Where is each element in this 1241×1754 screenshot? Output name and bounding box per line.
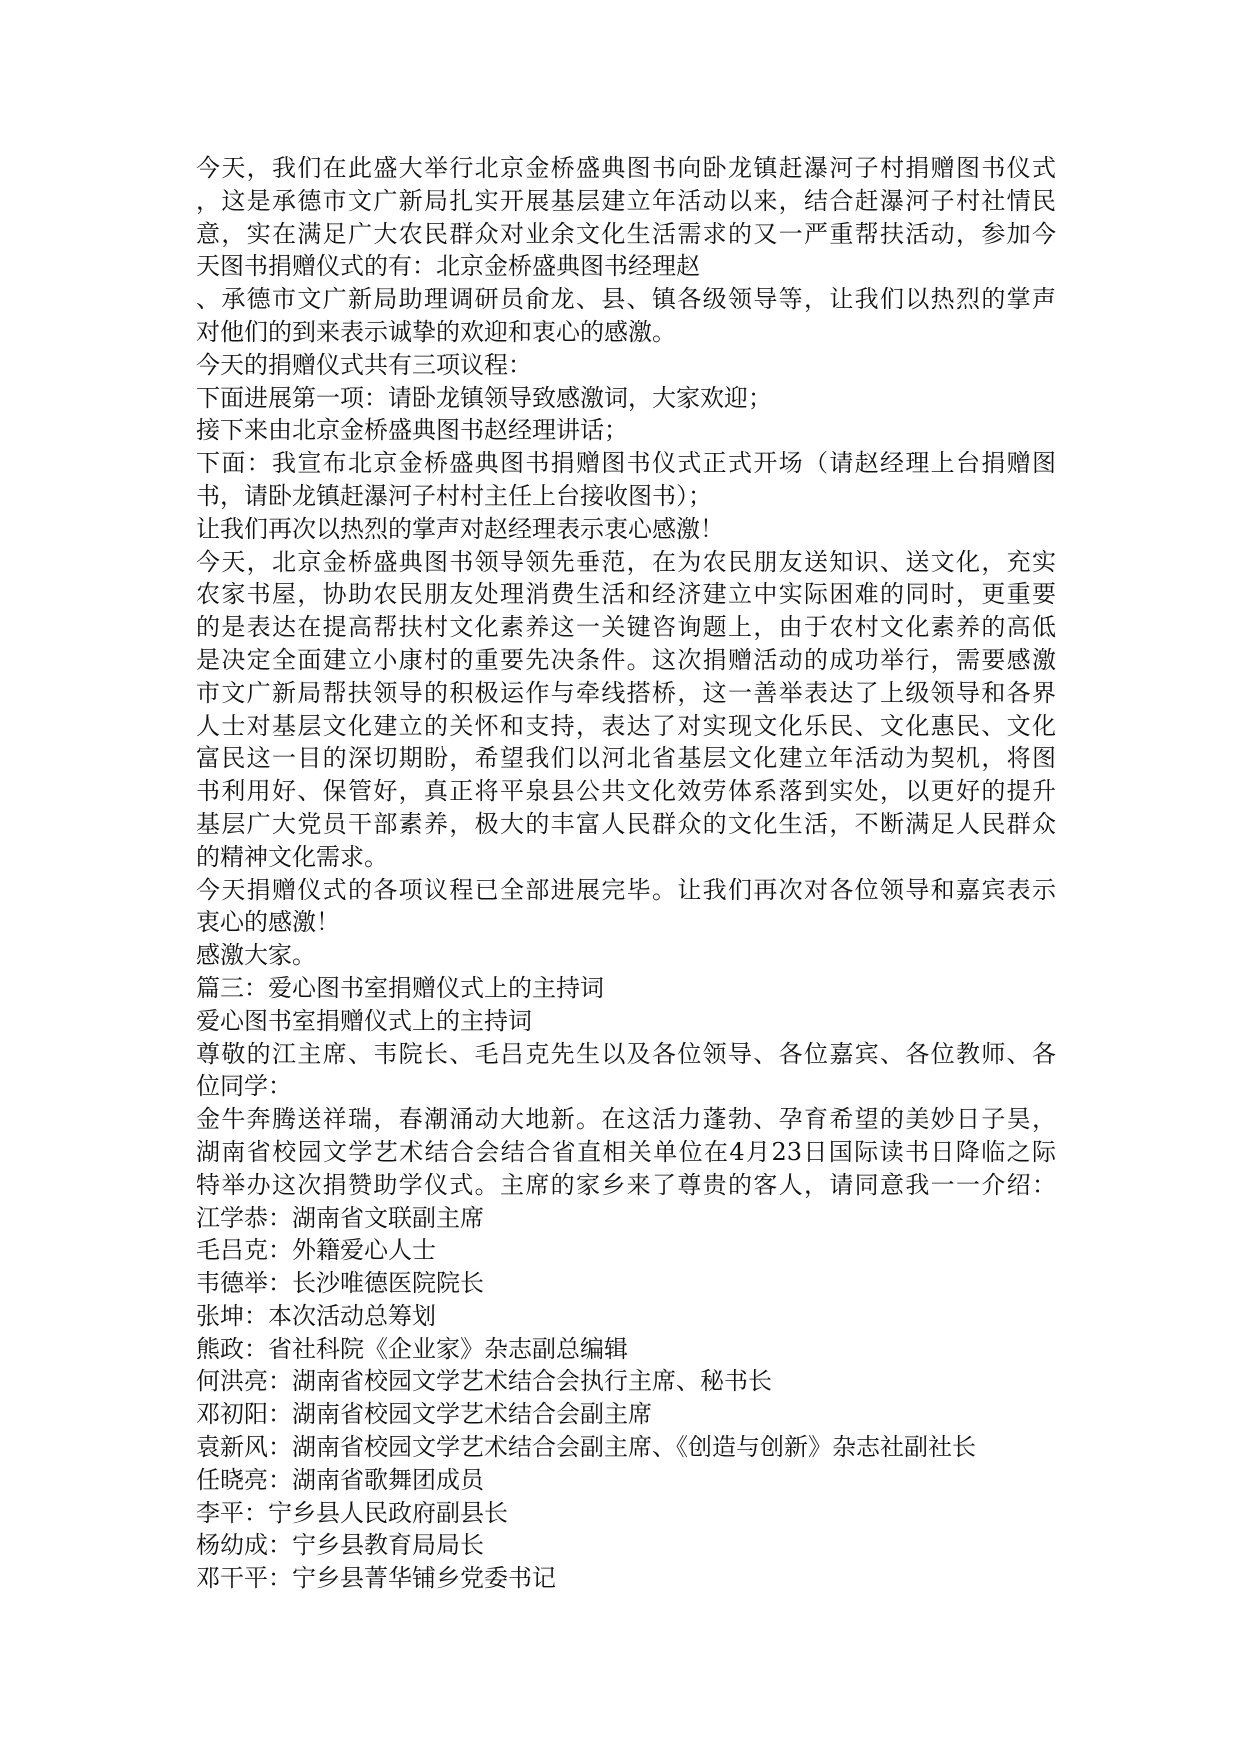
text-line: 下面进展第一项：请卧龙镇领导致感激词，大家欢迎； [196, 383, 772, 412]
text-line: 下面：我宣布北京金桥盛典图书捐赠图书仪式正式开场（请赵经理上台捐赠图 [196, 449, 1056, 478]
text-line: 李平：宁乡县人民政府副县长 [196, 1498, 508, 1527]
text-line: 人士对基层文化建立的关怀和支持，表达了对实现文化乐民、文化惠民、文化 [196, 711, 1056, 740]
text-line: 今天捐赠仪式的各项议程已全部进展完毕。让我们再次对各位领导和嘉宾表示 [196, 875, 1056, 904]
text-line: 张坤：本次活动总筹划 [196, 1301, 436, 1330]
text-line: 今天的捐赠仪式共有三项议程： [196, 350, 532, 379]
text-line: 的精神文化需求。 [196, 842, 388, 871]
text-line: 富民这一目的深切期盼，希望我们以河北省基层文化建立年活动为契机，将图 [196, 744, 1056, 773]
text-line: 任晓亮：湖南省歌舞团成员 [196, 1465, 484, 1494]
text-line: 感激大家。 [196, 941, 316, 970]
text-line: 衷心的感激！ [196, 908, 340, 937]
text-line: 尊敬的江主席、韦院长、毛吕克先生以及各位领导、各位嘉宾、各位教师、各 [196, 1039, 1056, 1068]
text-line: 让我们再次以热烈的掌声对赵经理表示衷心感激！ [196, 514, 724, 543]
text-line: 对他们的到来表示诚挚的欢迎和衷心的感激。 [196, 317, 676, 346]
text-line: 熊政：省社科院《企业家》杂志副总编辑 [196, 1334, 628, 1363]
text-line: 篇三：爱心图书室捐赠仪式上的主持词 [196, 973, 604, 1002]
text-line: 金牛奔腾送祥瑞，春潮涌动大地新。在这活力蓬勃、孕育希望的美妙日子昊， [196, 1105, 1056, 1134]
text-line: 基层广大党员干部素养，极大的丰富人民群众的文化生活，不断满足人民群众 [196, 809, 1056, 838]
text-line: 杨幼成：宁乡县教育局局长 [196, 1531, 484, 1560]
text-line: 何洪亮：湖南省校园文学艺术结合会执行主席、秘书长 [196, 1367, 772, 1396]
text-line: 特举办这次捐赞助学仪式。主席的家乡来了尊贵的客人，请同意我一一介绍： [196, 1170, 1056, 1199]
text-line: 毛吕克：外籍爱心人士 [196, 1236, 436, 1265]
text-line: 邓干平：宁乡县菁华铺乡党委书记 [196, 1564, 556, 1593]
text-line: 湖南省校园文学艺术结合会结合省直相关单位在4月23日国际读书日降临之际 [196, 1137, 1056, 1166]
text-line: 邓初阳：湖南省校园文学艺术结合会副主席 [196, 1400, 652, 1429]
text-line: 是决定全面建立小康村的重要先决条件。这次捐赠活动的成功举行，需要感激 [196, 645, 1056, 674]
text-line: 位同学： [196, 1072, 292, 1101]
text-line: 天图书捐赠仪式的有：北京金桥盛典图书经理赵 [196, 252, 700, 281]
text-line: 爱心图书室捐赠仪式上的主持词 [196, 1006, 532, 1035]
text-line: 市文广新局帮扶领导的积极运作与牵线搭桥，这一善举表达了上级领导和各界 [196, 678, 1056, 707]
text-line: 袁新风：湖南省校园文学艺术结合会副主席、《创造与创新》杂志社副社长 [196, 1433, 976, 1462]
text-line: 、承德市文广新局助理调研员俞龙、县、镇各级领导等，让我们以热烈的掌声 [196, 285, 1056, 314]
text-line: 农家书屋，协助农民朋友处理消费生活和经济建立中实际困难的同时，更重要 [196, 580, 1056, 609]
text-line: 意，实在满足广大农民群众对业余文化生活需求的又一严重帮扶活动，参加今 [196, 219, 1056, 248]
text-line: 今天，北京金桥盛典图书领导领先垂范，在为农民朋友送知识、送文化，充实 [196, 547, 1056, 576]
text-line: 今天，我们在此盛大举行北京金桥盛典图书向卧龙镇赶瀑河子村捐赠图书仪式 [196, 154, 1056, 182]
document-body [196, 152, 1056, 1595]
text-line: ，这是承德市文广新局扎实开展基层建立年活动以来，结合赶瀑河子村社情民 [196, 186, 1056, 215]
text-line: 接下来由北京金桥盛典图书赵经理讲话； [196, 416, 628, 445]
text-line: 书，请卧龙镇赶瀑河子村村主任上台接收图书）； [196, 481, 712, 510]
text-line: 韦德举：长沙唯德医院院长 [196, 1269, 484, 1298]
text-line: 书利用好、保管好，真正将平泉县公共文化效劳体系落到实处，以更好的提升 [196, 777, 1056, 806]
text-line: 的是表达在提高帮扶村文化素养这一关键咨询题上，由于农村文化素养的高低 [196, 613, 1056, 642]
text-line: 江学恭：湖南省文联副主席 [196, 1203, 484, 1232]
